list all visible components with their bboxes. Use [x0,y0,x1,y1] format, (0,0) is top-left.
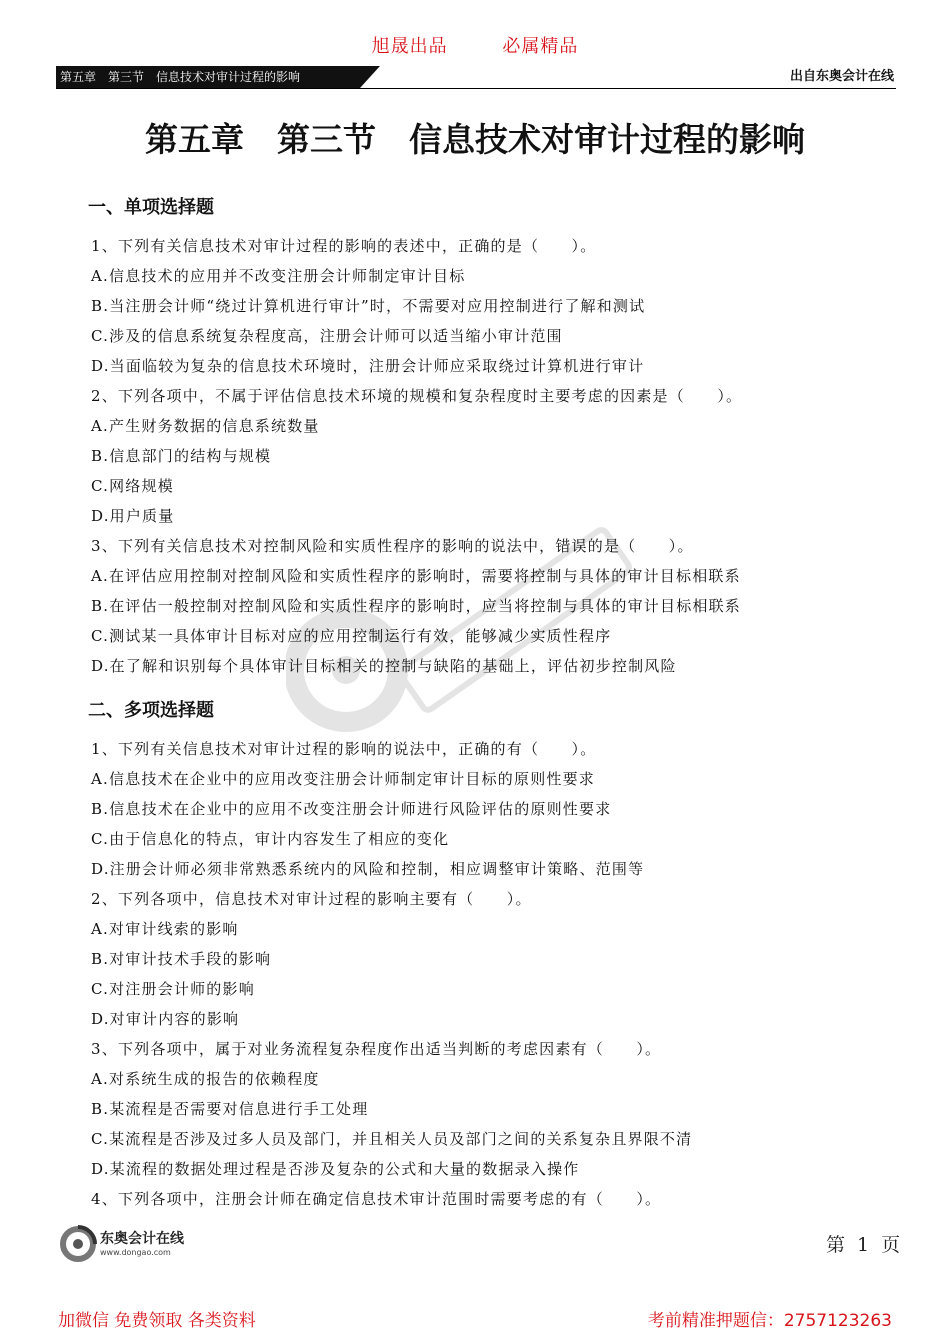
option-line: B.信息部门的结构与规模 [91,447,272,465]
option-line: B.对审计技术手段的影响 [91,950,272,968]
option-line: C.涉及的信息系统复杂程度高，注册会计师可以适当缩小审计范围 [91,327,563,345]
option-line: C.网络规模 [91,477,174,495]
option-line: C.对注册会计师的影响 [91,980,255,998]
footer-logo-url: www.dongao.com [100,1248,171,1257]
bottom-right-promo: 考前精准押题信：2757123263 [647,1311,892,1331]
section-heading-single-choice: 一、单项选择题 [88,197,214,218]
question-line: 1、下列有关信息技术对审计过程的影响的表述中，正确的是（ ）。 [91,237,597,255]
option-line: C.测试某一具体审计目标对应的应用控制运行有效，能够减少实质性程序 [91,627,612,645]
option-line: B.信息技术在企业中的应用不改变注册会计师进行风险评估的原则性要求 [91,800,612,818]
banner-left: 旭晟出品 [371,36,448,57]
option-line: B.在评估一般控制对控制风险和实质性程序的影响时，应当将控制与具体的审计目标相联系 [91,597,741,615]
option-line: A.在评估应用控制对控制风险和实质性程序的影响时，需要将控制与具体的审计目标相联系 [91,567,741,585]
option-line: A.信息技术在企业中的应用改变注册会计师制定审计目标的原则性要求 [91,770,596,788]
question-line: 2、下列各项中，信息技术对审计过程的影响主要有（ ）。 [91,890,532,908]
question-line: 1、下列有关信息技术对审计过程的影响的说法中，正确的有（ ）。 [91,740,597,758]
header-source: 出自东奥会计在线 [789,69,894,84]
option-line: D.当面临较为复杂的信息技术环境时，注册会计师应采取绕过计算机进行审计 [91,357,645,375]
option-line: A.产生财务数据的信息系统数量 [91,417,320,435]
page-title: 第五章 第三节 信息技术对审计过程的影响 [145,120,805,159]
dongao-logo-icon [58,1224,98,1264]
option-line: B.当注册会计师“绕过计算机进行审计”时，不需要对应用控制进行了解和测试 [91,297,646,315]
running-header [56,66,896,89]
option-line: D.注册会计师必须非常熟悉系统内的风险和控制，相应调整审计策略、范围等 [91,860,645,878]
header-arrow-decoration [360,66,380,88]
section-heading-multiple-choice: 二、多项选择题 [88,700,214,721]
question-line: 3、下列有关信息技术对控制风险和实质性程序的影响的说法中，错误的是（ ）。 [91,537,694,555]
header-breadcrumb: 第五章 第三节 信息技术对审计过程的影响 [56,66,360,88]
footer-logo [58,1222,218,1266]
option-line: A.对审计线索的影响 [91,920,239,938]
option-line: A.对系统生成的报告的依赖程度 [91,1070,320,1088]
option-line: C.某流程是否涉及过多人员及部门，并且相关人员及部门之间的关系复杂且界限不清 [91,1130,693,1148]
option-line: D.某流程的数据处理过程是否涉及复杂的公式和大量的数据录入操作 [91,1160,580,1178]
question-line: 2、下列各项中，不属于评估信息技术环境的规模和复杂程度时主要考虑的因素是（ ）。 [91,387,743,405]
banner-right: 必属精品 [502,36,579,57]
option-line: B.某流程是否需要对信息进行手工处理 [91,1100,369,1118]
question-line: 3、下列各项中，属于对业务流程复杂程度作出适当判断的考虑因素有（ ）。 [91,1040,662,1058]
bottom-left-promo: 加微信 免费领取 各类资料 [58,1311,256,1331]
option-line: D.在了解和识别每个具体审计目标相关的控制与缺陷的基础上，评估初步控制风险 [91,657,677,675]
option-line: D.用户质量 [91,507,175,525]
question-line: 4、下列各项中，注册会计师在确定信息技术审计范围时需要考虑的有（ ）。 [91,1190,662,1208]
option-line: A.信息技术的应用并不改变注册会计师制定审计目标 [91,267,466,285]
top-banner [0,32,950,58]
page-number: 第 1 页 [826,1234,904,1256]
footer-logo-brand: 东奥会计在线 [100,1231,184,1247]
option-line: C.由于信息化的特点，审计内容发生了相应的变化 [91,830,450,848]
option-line: D.对审计内容的影响 [91,1010,240,1028]
